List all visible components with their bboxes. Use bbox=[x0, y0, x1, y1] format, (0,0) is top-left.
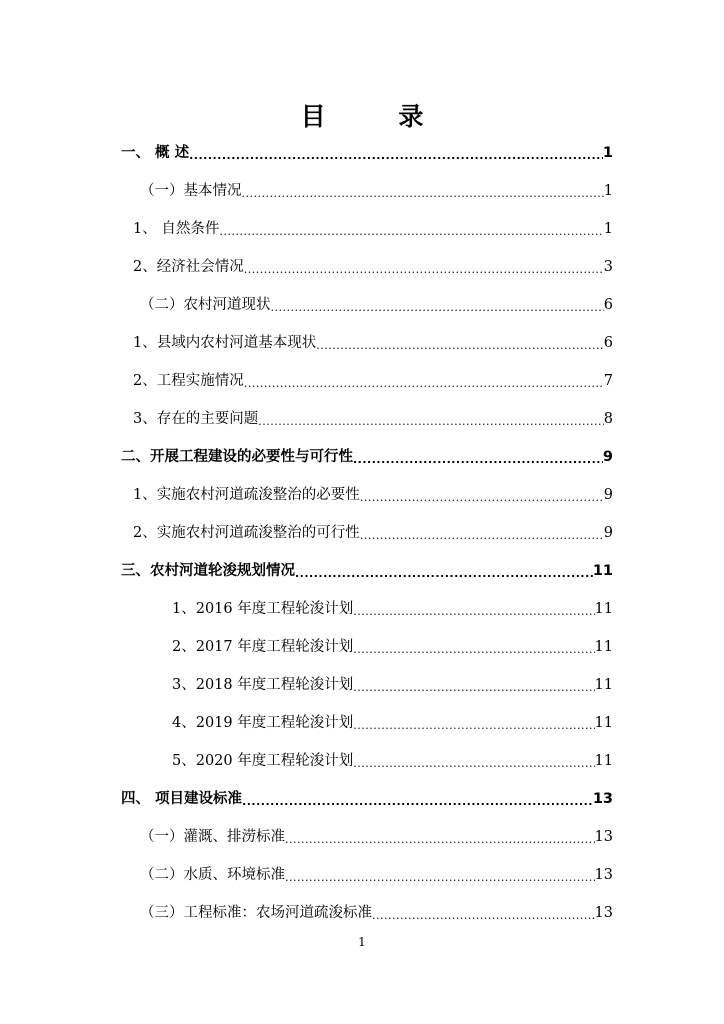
page-number: 1 bbox=[358, 935, 366, 949]
toc-leader-dots bbox=[316, 338, 604, 354]
toc-entry[interactable] bbox=[133, 522, 613, 544]
toc-entry-page: 11 bbox=[594, 639, 613, 655]
toc-entry-page: 13 bbox=[592, 791, 613, 807]
toc-leader-dots bbox=[244, 262, 604, 278]
toc-entry-page: 13 bbox=[594, 867, 613, 883]
toc-entry-page: 11 bbox=[594, 601, 613, 617]
toc-entry-page: 6 bbox=[603, 297, 613, 313]
toc-entry[interactable] bbox=[133, 370, 613, 392]
toc-entry-page: 11 bbox=[594, 715, 613, 731]
toc-entry[interactable] bbox=[140, 826, 613, 848]
toc-entry[interactable] bbox=[121, 788, 613, 810]
toc-entry-page: 1 bbox=[602, 145, 613, 161]
toc-leader-dots bbox=[244, 376, 604, 392]
toc-leader-dots bbox=[360, 490, 604, 506]
toc-entry[interactable] bbox=[133, 332, 613, 354]
toc-entry-label: 二、开展工程建设的必要性与可行性 bbox=[121, 449, 353, 465]
toc-entry-page: 11 bbox=[592, 563, 613, 579]
toc-entry-page: 9 bbox=[602, 449, 613, 465]
toc-entry-label: 1、2016 年度工程轮浚计划 bbox=[172, 601, 354, 617]
toc-entry-label: 1、县域内农村河道基本现状 bbox=[133, 335, 317, 351]
toc-entry[interactable] bbox=[133, 484, 613, 506]
toc-entry-page: 11 bbox=[594, 677, 613, 693]
toc-entry-label: （二）水质、环境标准 bbox=[140, 867, 285, 883]
toc-entry[interactable] bbox=[140, 180, 613, 202]
toc-entry-page: 6 bbox=[603, 335, 613, 351]
toc-leader-dots bbox=[189, 148, 603, 164]
toc-leader-dots bbox=[353, 604, 594, 620]
toc-entry[interactable] bbox=[172, 636, 613, 658]
toc-entry-label: （一）灌溉、排涝标准 bbox=[140, 829, 285, 845]
toc-entry-label: 2、2017 年度工程轮浚计划 bbox=[172, 639, 354, 655]
toc-leader-dots bbox=[285, 832, 595, 848]
toc-entry[interactable] bbox=[140, 864, 613, 886]
toc-entry-label: （二）农村河道现状 bbox=[140, 297, 271, 313]
toc-entry-label: 四、 项目建设标准 bbox=[121, 791, 243, 807]
toc-leader-dots bbox=[353, 680, 594, 696]
toc-entry[interactable] bbox=[133, 218, 613, 240]
toc-entry-label: 三、农村河道轮浚规划情况 bbox=[121, 563, 295, 579]
toc-leader-dots bbox=[353, 642, 594, 658]
toc-entry[interactable] bbox=[133, 256, 613, 278]
toc-entry[interactable] bbox=[133, 408, 613, 430]
page-title: 目 录 bbox=[300, 102, 456, 131]
toc-entry-label: 4、2019 年度工程轮浚计划 bbox=[172, 715, 354, 731]
toc-leader-dots bbox=[353, 756, 594, 772]
toc-entry[interactable] bbox=[140, 902, 613, 924]
toc-entry[interactable] bbox=[140, 294, 613, 316]
toc-entry-label: 1、实施农村河道疏浚整治的必要性 bbox=[133, 487, 360, 503]
toc-entry-label: 5、2020 年度工程轮浚计划 bbox=[172, 753, 354, 769]
toc-entry-label: 2、工程实施情况 bbox=[133, 373, 244, 389]
toc-entry-page: 9 bbox=[603, 525, 613, 541]
toc-entry-page: 9 bbox=[603, 487, 613, 503]
toc-entry-page: 8 bbox=[603, 411, 613, 427]
toc-entry[interactable] bbox=[172, 712, 613, 734]
toc-entry-label: 1、 自然条件 bbox=[133, 221, 220, 237]
toc-entry-label: （一）基本情况 bbox=[140, 183, 242, 199]
toc-entry-page: 7 bbox=[603, 373, 613, 389]
toc-entry-page: 11 bbox=[594, 753, 613, 769]
toc-entry-label: 3、2018 年度工程轮浚计划 bbox=[172, 677, 354, 693]
toc-leader-dots bbox=[360, 528, 604, 544]
toc-leader-dots bbox=[271, 300, 604, 316]
toc-leader-dots bbox=[242, 186, 604, 202]
toc-entry[interactable] bbox=[172, 750, 613, 772]
toc-entry-label: 一、 概 述 bbox=[121, 145, 190, 161]
toc-entry-label: 2、经济社会情况 bbox=[133, 259, 244, 275]
toc-leader-dots bbox=[285, 870, 595, 886]
toc-entry[interactable] bbox=[121, 446, 613, 468]
toc-leader-dots bbox=[242, 794, 593, 810]
toc-entry-page: 1 bbox=[603, 183, 613, 199]
toc-entry-page: 3 bbox=[603, 259, 613, 275]
toc-leader-dots bbox=[295, 566, 593, 582]
toc-entry[interactable] bbox=[121, 560, 613, 582]
toc-leader-dots bbox=[353, 452, 603, 468]
toc-entry[interactable] bbox=[172, 598, 613, 620]
toc-entry-page: 1 bbox=[603, 221, 613, 237]
toc-entry-page: 13 bbox=[594, 829, 613, 845]
toc-entry-label: （三）工程标准：农场河道疏浚标准 bbox=[140, 905, 372, 921]
toc-leader-dots bbox=[353, 718, 594, 734]
toc-entry-label: 3、存在的主要问题 bbox=[133, 411, 259, 427]
toc-entry[interactable] bbox=[121, 142, 613, 164]
toc-leader-dots bbox=[372, 908, 595, 924]
toc-entry-page: 13 bbox=[594, 905, 613, 921]
toc-entry-label: 2、实施农村河道疏浚整治的可行性 bbox=[133, 525, 360, 541]
toc-entry[interactable] bbox=[172, 674, 613, 696]
toc-leader-dots bbox=[258, 414, 604, 430]
toc-leader-dots bbox=[219, 224, 603, 240]
